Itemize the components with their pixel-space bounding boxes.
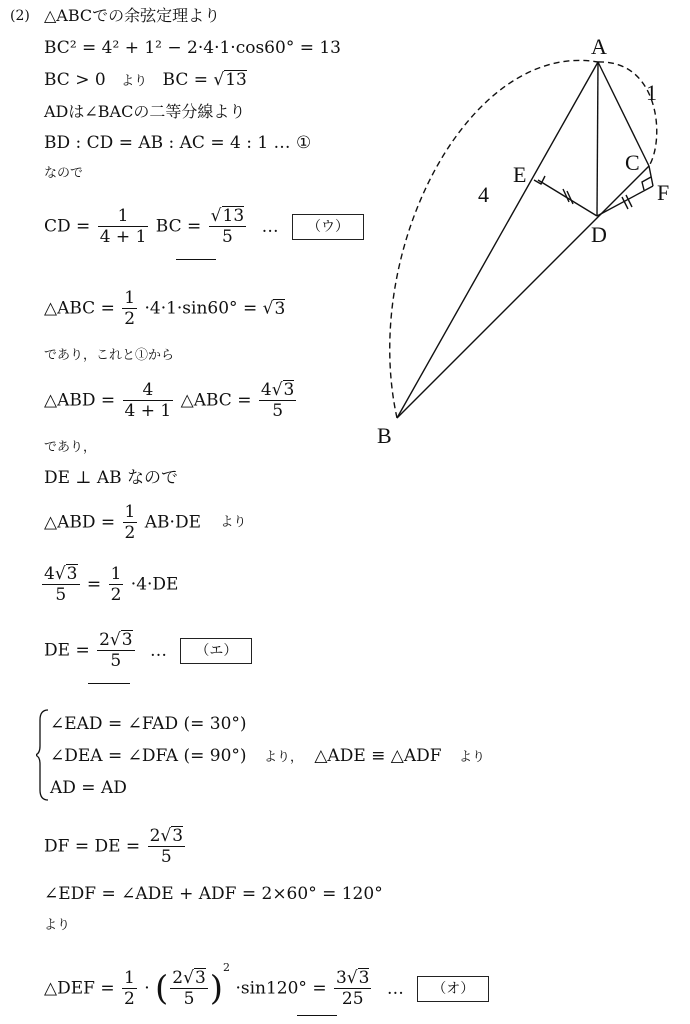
fraction: $\frac{4}{4 + 1}$ xyxy=(124,380,172,421)
abd-lhs: △ABD = xyxy=(44,390,116,411)
underline xyxy=(176,259,216,260)
segment-de xyxy=(538,180,597,216)
dots: … xyxy=(261,216,279,237)
bc-positive-line: BC > 0 より BC = √13 xyxy=(44,70,247,90)
eq-rhs: ·4·DE xyxy=(130,574,179,595)
sys2-text: ∠DEA = ∠DFA (= 90°) xyxy=(50,746,247,766)
yori-text: より xyxy=(458,750,485,765)
dot: · xyxy=(144,978,150,999)
answer-box-o: （オ） xyxy=(417,976,489,1002)
system-line-1: ∠EAD = ∠FAD (= 30°) xyxy=(50,714,247,734)
yori-text: より， xyxy=(263,750,303,765)
label-a: A xyxy=(591,34,607,59)
cd-formula xyxy=(44,206,364,247)
bd-cd-ratio-line: BD : CD = AB : AC = 4 : 1 … ① xyxy=(44,133,312,153)
bc-squared-line: BC² = 4² + 1² − 2·4·1·cos60° = 13 xyxy=(44,38,342,58)
underline xyxy=(88,683,130,684)
fraction: $\frac{√13}{5}$ xyxy=(210,206,245,247)
area-def-formula: △DEF = $\frac{1}{2}$ · ( $\frac{2√3}{5}$ )$^2$ ·sin120° = $\frac{3√3}{25}$ … （オ） xyxy=(44,958,489,1009)
abc-lhs: △ABC = xyxy=(44,298,115,319)
de-perp-line: DE ⊥ AB なので xyxy=(44,468,179,488)
exponent: 2 xyxy=(223,961,231,974)
yori-text: より xyxy=(220,514,247,530)
de-formula xyxy=(44,630,252,671)
yori-text: より xyxy=(44,918,71,933)
arc-ab xyxy=(390,60,598,418)
system-line-3: AD = AD xyxy=(50,778,127,798)
fraction: $\frac{1}{2}$ xyxy=(124,502,136,543)
abd-mid: △ABC = xyxy=(180,390,252,411)
label-e: E xyxy=(513,162,527,187)
label-b: B xyxy=(377,423,392,448)
nanode-text: なので xyxy=(44,166,84,181)
de-lhs: DE = xyxy=(44,640,90,661)
fraction: $\frac{1}{2}$ xyxy=(123,968,135,1009)
deari-text: であり，これと①から xyxy=(44,348,175,363)
fraction: $\frac{2√3}{5}$ xyxy=(172,968,206,1009)
fraction: $\frac{4√3}{5}$ xyxy=(260,380,295,421)
equation-line xyxy=(40,564,178,605)
arc-ac xyxy=(598,62,657,166)
label-d: D xyxy=(591,222,607,247)
def-lhs: △DEF = xyxy=(44,978,115,999)
abd2-rhs: AB·DE xyxy=(144,512,201,533)
right-angle-f xyxy=(642,177,651,190)
heading: △ABCでの余弦定理より xyxy=(44,6,221,25)
label-side-ac: 1 xyxy=(646,80,657,105)
tick-de-2 xyxy=(567,191,573,204)
def-rhs: ·sin120° = xyxy=(235,978,327,999)
underline xyxy=(297,1015,337,1016)
problem-number: (2) xyxy=(10,8,30,24)
tick-df-2 xyxy=(626,195,632,207)
label-c: C xyxy=(625,150,640,175)
fraction: $\frac{3√3}{25}$ xyxy=(335,968,370,1009)
abd2-lhs: △ABD = xyxy=(44,512,116,533)
segment-ac xyxy=(598,62,649,166)
fraction: $\frac{2√3}{5}$ xyxy=(149,826,184,867)
tick-df-1 xyxy=(622,197,628,209)
sqrt-3: 3 xyxy=(274,299,286,319)
label-f: F xyxy=(657,180,670,205)
system-line-2 xyxy=(50,746,485,768)
ad-bisector-line: ADは∠BACの二等分線より xyxy=(44,102,246,121)
segment-cf xyxy=(649,166,653,186)
fraction: $\frac{4√3}{5}$ xyxy=(44,564,78,605)
bc-equals-text: BC = xyxy=(162,70,208,90)
cd-lhs: CD = xyxy=(44,216,91,237)
fraction: $\frac{2√3}{5}$ xyxy=(99,630,133,671)
dots: … xyxy=(386,978,404,999)
abc-rhs: ·4·1·sin60° = xyxy=(144,298,258,319)
segment-ad xyxy=(597,62,598,216)
answer-box-u: （ウ） xyxy=(292,214,364,240)
edf-angle-line: ∠EDF = ∠ADE + ADF = 2×60° = 120° xyxy=(44,884,383,904)
deari-text: であり， xyxy=(44,440,97,455)
fraction: $\frac{1}{2}$ xyxy=(124,288,136,329)
answer-box-e: （エ） xyxy=(180,638,252,664)
right-angle-e xyxy=(534,176,545,184)
dots: … xyxy=(150,640,167,661)
fraction: $\frac{1}{2}$ xyxy=(110,564,122,605)
area-abd-formula xyxy=(44,380,298,421)
segment-df xyxy=(597,186,653,216)
area-abd-2-formula xyxy=(44,502,246,543)
fraction: $\frac{1}{4 + 1}$ xyxy=(99,206,147,247)
area-abc-formula: △ABC = $\frac{1}{2}$ ·4·1·sin60° = √3 xyxy=(44,288,286,329)
label-side-ab: 4 xyxy=(478,182,489,207)
tick-de-1 xyxy=(563,189,569,202)
brace xyxy=(36,708,50,802)
congruence-text: △ADE ≡ △ADF xyxy=(314,746,442,766)
yori-text: より xyxy=(121,74,148,89)
segment-bc xyxy=(397,166,649,418)
df-lhs: DF = DE = xyxy=(44,836,141,857)
segment-ab xyxy=(397,62,598,418)
sqrt-13: 13 xyxy=(225,70,247,90)
df-formula xyxy=(44,826,187,867)
equals: = xyxy=(86,574,102,595)
cd-mid: BC = xyxy=(155,216,202,237)
bc-positive-text: BC > 0 xyxy=(44,70,106,90)
